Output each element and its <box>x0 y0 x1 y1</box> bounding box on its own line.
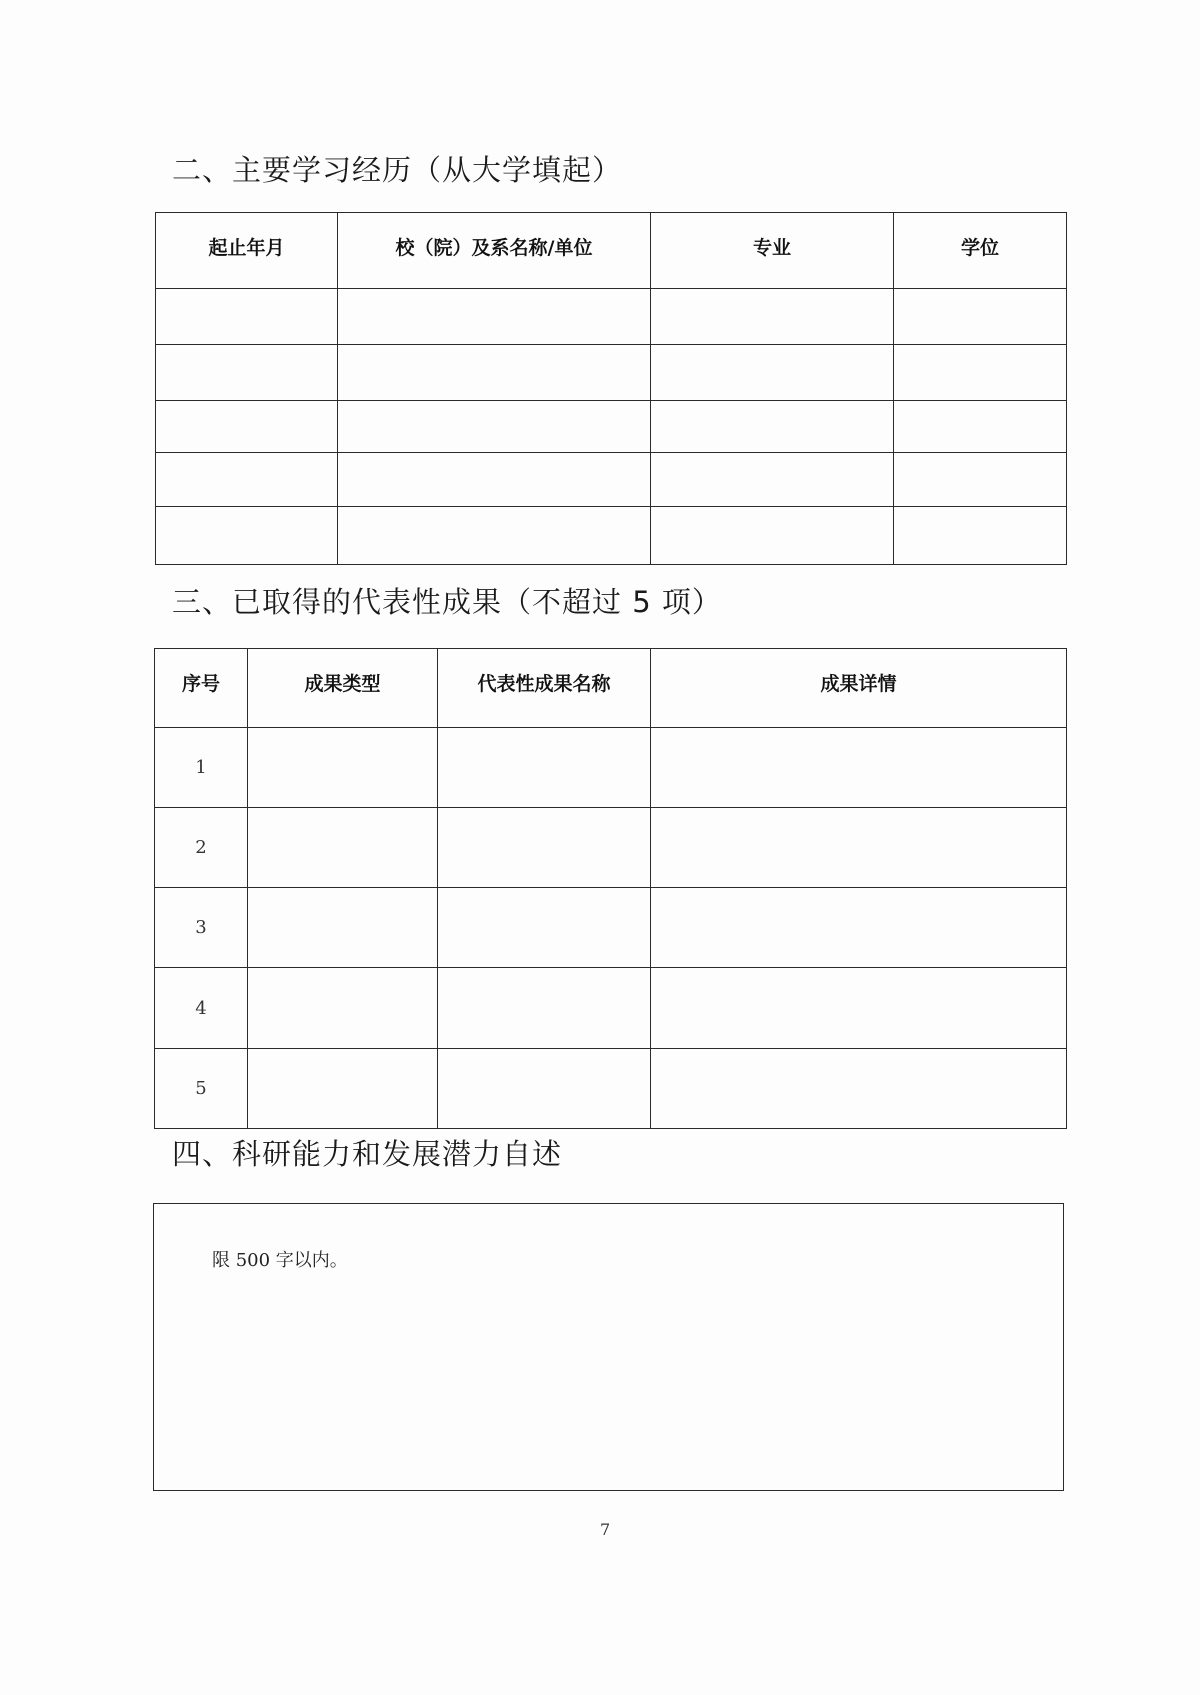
table-row <box>155 968 1067 1049</box>
column-header-period: 起止年月 <box>156 213 338 289</box>
cell-degree[interactable] <box>894 453 1067 507</box>
cell-type[interactable] <box>248 888 438 968</box>
cell-institution[interactable] <box>338 289 651 345</box>
column-header-major: 专业 <box>651 213 894 289</box>
cell-period[interactable] <box>156 401 338 453</box>
self-statement-box[interactable] <box>153 1203 1064 1491</box>
table-row <box>156 401 1067 453</box>
table-row <box>156 507 1067 565</box>
table-row <box>156 289 1067 345</box>
table-header-row <box>156 213 1067 289</box>
table-row <box>155 808 1067 888</box>
cell-degree[interactable] <box>894 345 1067 401</box>
table-header-row <box>155 649 1067 728</box>
cell-type[interactable] <box>248 968 438 1049</box>
cell-institution[interactable] <box>338 453 651 507</box>
cell-type[interactable] <box>248 728 438 808</box>
cell-degree[interactable] <box>894 507 1067 565</box>
cell-name[interactable] <box>438 808 651 888</box>
education-table <box>155 212 1067 565</box>
cell-type[interactable] <box>248 1049 438 1129</box>
cell-index: 5 <box>155 1049 248 1129</box>
cell-name[interactable] <box>438 888 651 968</box>
cell-index: 1 <box>155 728 248 808</box>
cell-name[interactable] <box>438 1049 651 1129</box>
word-limit-hint: 限 500 字以内。 <box>212 1250 348 1271</box>
cell-details[interactable] <box>651 808 1067 888</box>
cell-details[interactable] <box>651 888 1067 968</box>
column-header-index: 序号 <box>155 649 248 728</box>
cell-institution[interactable] <box>338 401 651 453</box>
column-header-institution: 校（院）及系名称/单位 <box>338 213 651 289</box>
table-row <box>155 728 1067 808</box>
cell-institution[interactable] <box>338 345 651 401</box>
cell-degree[interactable] <box>894 401 1067 453</box>
cell-name[interactable] <box>438 968 651 1049</box>
cell-index: 4 <box>155 968 248 1049</box>
section-heading-education: 二、主要学习经历（从大学填起） <box>172 153 623 187</box>
cell-name[interactable] <box>438 728 651 808</box>
cell-institution[interactable] <box>338 507 651 565</box>
cell-major[interactable] <box>651 345 894 401</box>
cell-period[interactable] <box>156 507 338 565</box>
cell-period[interactable] <box>156 453 338 507</box>
section-heading-self-statement: 四、科研能力和发展潜力自述 <box>172 1137 563 1171</box>
cell-details[interactable] <box>651 1049 1067 1129</box>
cell-index: 3 <box>155 888 248 968</box>
page-number: 7 <box>600 1520 611 1539</box>
cell-major[interactable] <box>651 507 894 565</box>
cell-index: 2 <box>155 808 248 888</box>
table-row <box>155 888 1067 968</box>
cell-details[interactable] <box>651 968 1067 1049</box>
cell-major[interactable] <box>651 289 894 345</box>
cell-major[interactable] <box>651 401 894 453</box>
table-row <box>156 345 1067 401</box>
achievements-table <box>154 648 1067 1129</box>
table-row <box>156 453 1067 507</box>
cell-details[interactable] <box>651 728 1067 808</box>
cell-major[interactable] <box>651 453 894 507</box>
cell-type[interactable] <box>248 808 438 888</box>
column-header-name: 代表性成果名称 <box>438 649 651 728</box>
column-header-type: 成果类型 <box>248 649 438 728</box>
cell-degree[interactable] <box>894 289 1067 345</box>
cell-period[interactable] <box>156 345 338 401</box>
section-heading-achievements: 三、已取得的代表性成果（不超过 5 项） <box>172 585 722 619</box>
column-header-details: 成果详情 <box>651 649 1067 728</box>
table-row <box>155 1049 1067 1129</box>
cell-period[interactable] <box>156 289 338 345</box>
column-header-degree: 学位 <box>894 213 1067 289</box>
